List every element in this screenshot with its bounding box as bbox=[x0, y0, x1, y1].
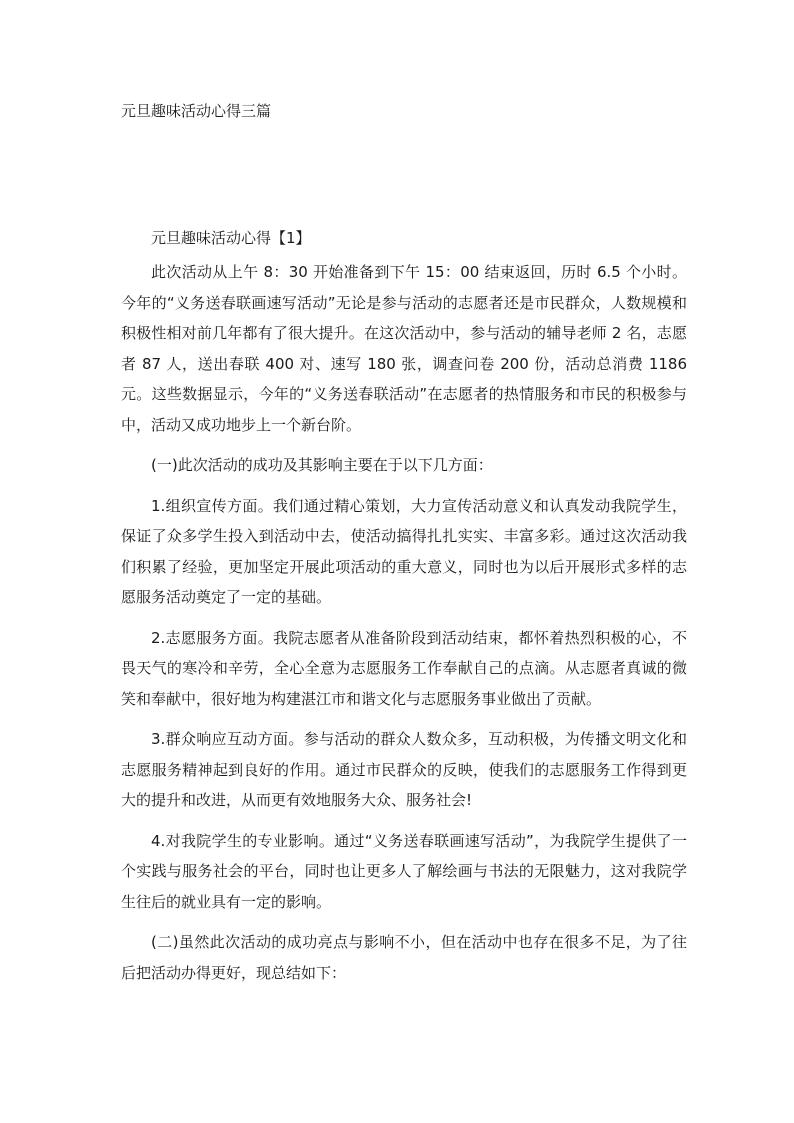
paragraph-subheading-2: (二)虽然此次活动的成功亮点与影响不小，但在活动中也存在很多不足，为了往后把活动办得更好，现总结如下： bbox=[121, 933, 687, 982]
section-heading: 元旦趣味活动心得【1】 bbox=[151, 229, 311, 247]
document-body bbox=[121, 223, 687, 998]
document-title: 元旦趣味活动心得三篇 bbox=[121, 102, 272, 120]
paragraph-item-3: 3.群众响应互动方面。参与活动的群众人数众多，互动积极，为传播文明文化和志愿服务精神起到良好的作用。通过市民群众的反映，使我们的志愿服务工作得到更大的提升和改进，从而更有效地服务大众、服务社会! bbox=[121, 730, 687, 809]
paragraph-item-2: 2.志愿服务方面。我院志愿者从准备阶段到活动结束，都怀着热烈积极的心，不畏天气的寒冷和辛劳，全心全意为志愿服务工作奉献自己的点滴。从志愿者真诚的微笑和奉献中，很好地为构建湛江市和谐文化与志愿服务事业做出了贡献。 bbox=[121, 628, 687, 708]
paragraph-item-1: 1.组织宣传方面。我们通过精心策划，大力宣传活动意义和认真发动我院学生，保证了众多学生投入到活动中去，使活动搞得扎扎实实、丰富多彩。通过这次活动我们积累了经验，更加坚定开展此项活动的重大意义，同时也为以后开展形式多样的志愿服务活动奠定了一定的基础。 bbox=[121, 496, 687, 606]
paragraph-subheading-1: (一)此次活动的成功及其影响主要在于以下几方面： bbox=[151, 456, 493, 474]
paragraph-item-4: 4.对我院学生的专业影响。通过“义务送春联画速写活动”，为我院学生提供了一个实践与服务社会的平台，同时也让更多人了解绘画与书法的无限魅力，这对我院学生往后的就业具有一定的影响。 bbox=[121, 831, 687, 911]
paragraph-intro: 此次活动从上午 8：30 开始准备到下午 15：00 结束返回，历时 6.5 个小时。今年的“义务送春联画速写活动”无论是参与活动的志愿者还是市民群众，人数规模和积极性相对前几年都有了很大提升。在这次活动中，参与活动的辅导老师 2 名，志愿者 87 人，送出春联 400 对、速写 180 张，调查问卷 200 份，活动总消费 1186 元。这些数据显示，今年的“义务送春联活动”在志愿者的热情服务和市民的积极参与中，活动又成功地步上一个新台阶。 bbox=[121, 263, 687, 434]
